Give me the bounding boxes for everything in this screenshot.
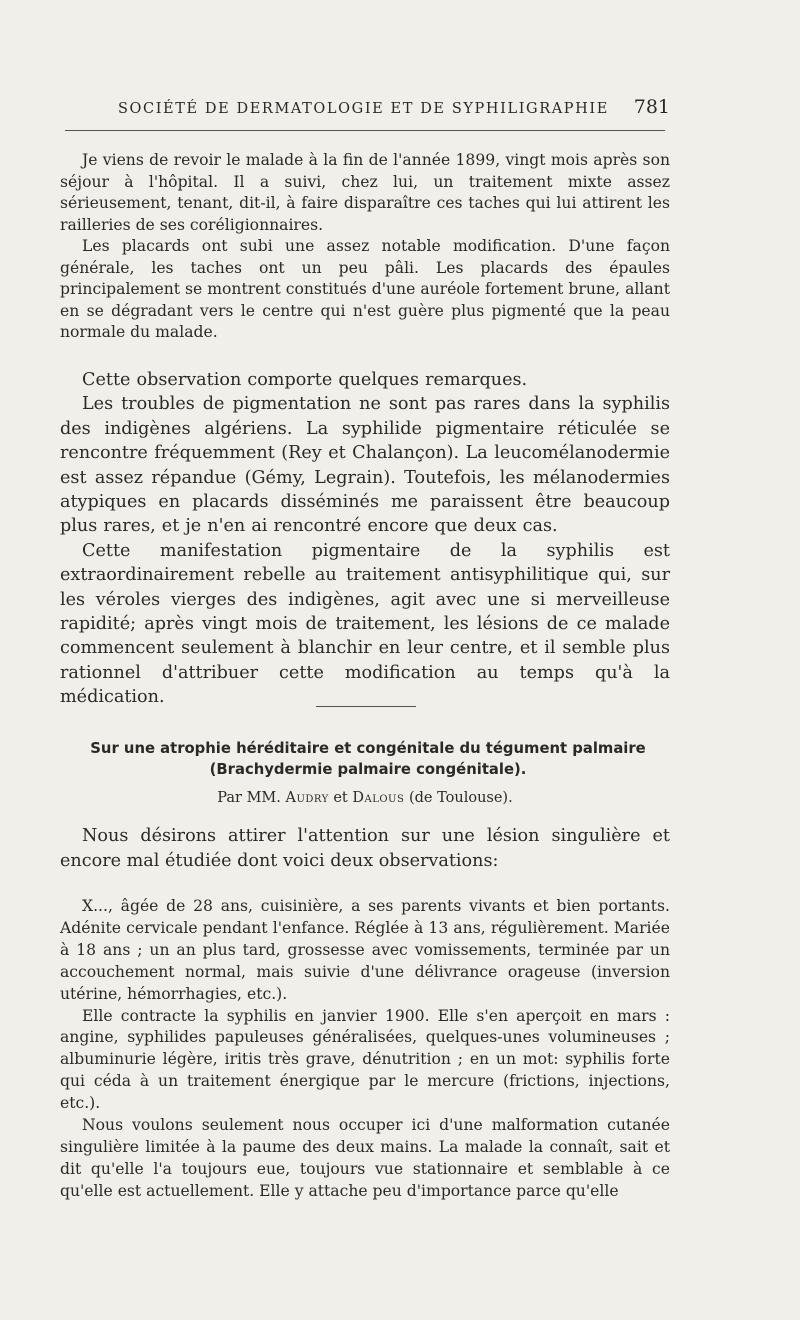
observation	[60, 896, 670, 1203]
article-title	[56, 738, 680, 780]
paragraph: Je viens de revoir le malade à la fin de l'année 1899, vingt mois après son séjour à l'hôpital. Il a suivi, chez lui, un traitement mixte assez sérieusement, tenant, dit-il, à faire disparaître ces taches qui lui attirent les railleries de ses coréligionnaires.	[60, 151, 670, 234]
paragraph: Les troubles de pigmentation ne sont pas rares dans la syphilis des indigènes algériens. La syphilide pigmentaire réticulée se rencontre fréquemment (Rey et Chalançon). La leucomélanodermie est assez répandue (Gémy, Legrain). Toutefois, les mélanodermies atypiques en placards disséminés me paraissent être beaucoup plus rares, et je n'en ai rencontré encore que deux cas.	[60, 394, 670, 537]
author-audry: Audry	[285, 790, 329, 806]
article-title-line: Sur une atrophie héréditaire et congénitale du tégument palmaire	[90, 740, 646, 757]
article-subtitle-line: (Brachydermie palmaire congénitale).	[209, 761, 527, 778]
byline-affiliation: (de Toulouse).	[408, 790, 513, 806]
previous-article-remarks	[60, 368, 670, 710]
article-intro	[60, 824, 670, 874]
running-head	[60, 96, 670, 118]
byline	[60, 790, 670, 806]
previous-article-follow-up	[60, 150, 670, 344]
paragraph: Nous désirons attirer l'attention sur une lésion singulière et encore mal étudiée dont voici deux observations:	[60, 826, 670, 871]
byline-prefix: Par MM.	[217, 790, 281, 806]
paragraph: Elle contracte la syphilis en janvier 1900. Elle s'en aperçoit en mars : angine, syphilides papuleuses généralisées, quelques-unes volumineuses ; albuminurie légère, iritis très grave, dénutrition ; en un mot: syphilis forte qui céda à un traitement énergique par le mercure (frictions, injections, etc.).	[60, 1006, 670, 1113]
running-title: SOCIÉTÉ DE DERMATOLOGIE ET DE SYPHILIGRAPHIE	[118, 101, 609, 117]
section-divider	[316, 706, 416, 707]
header-rule	[65, 130, 665, 131]
paragraph: X..., âgée de 28 ans, cuisinière, a ses parents vivants et bien portants. Adénite cervicale pendant l'enfance. Réglée à 13 ans, régulièrement. Mariée à 18 ans ; un an plus tard, grossesse avec vomissements, terminée par un accouchement normal, mais suivie d'une délivrance orageuse (inversion utérine, hémorrhagies, etc.).	[60, 897, 670, 1003]
page-number: 781	[633, 96, 670, 118]
paragraph: Les placards ont subi une assez notable modification. D'une façon générale, les taches ont un peu pâli. Les placards des épaules principalement se montrent constitués d'une auréole fortement brune, allant en se dégradant vers le centre qui n'est guère plus pigmenté que la peau normale du malade.	[60, 237, 670, 341]
paragraph: Cette manifestation pigmentaire de la syphilis est extraordinairement rebelle au traitement antisyphilitique qui, sur les véroles vierges des indigènes, agit avec une si merveilleuse rapidité; après vingt mois de traitement, les lésions de ce malade commencent seulement à blanchir en leur centre, et il semble plus rationnel d'attribuer cette modification au temps qu'à la médication.	[60, 540, 670, 708]
paragraph: Nous voulons seulement nous occuper ici d'une malformation cutanée singulière limitée à la paume des deux mains. La malade la connaît, sait et dit qu'elle l'a toujours eue, toujours vue stationnaire et semblable à ce qu'elle est actuellement. Elle y attache peu d'importance parce qu'elle	[60, 1116, 670, 1200]
byline-and: et	[333, 790, 348, 806]
author-dalous: Dalous	[352, 790, 405, 806]
paragraph: Cette observation comporte quelques remarques.	[82, 370, 528, 390]
